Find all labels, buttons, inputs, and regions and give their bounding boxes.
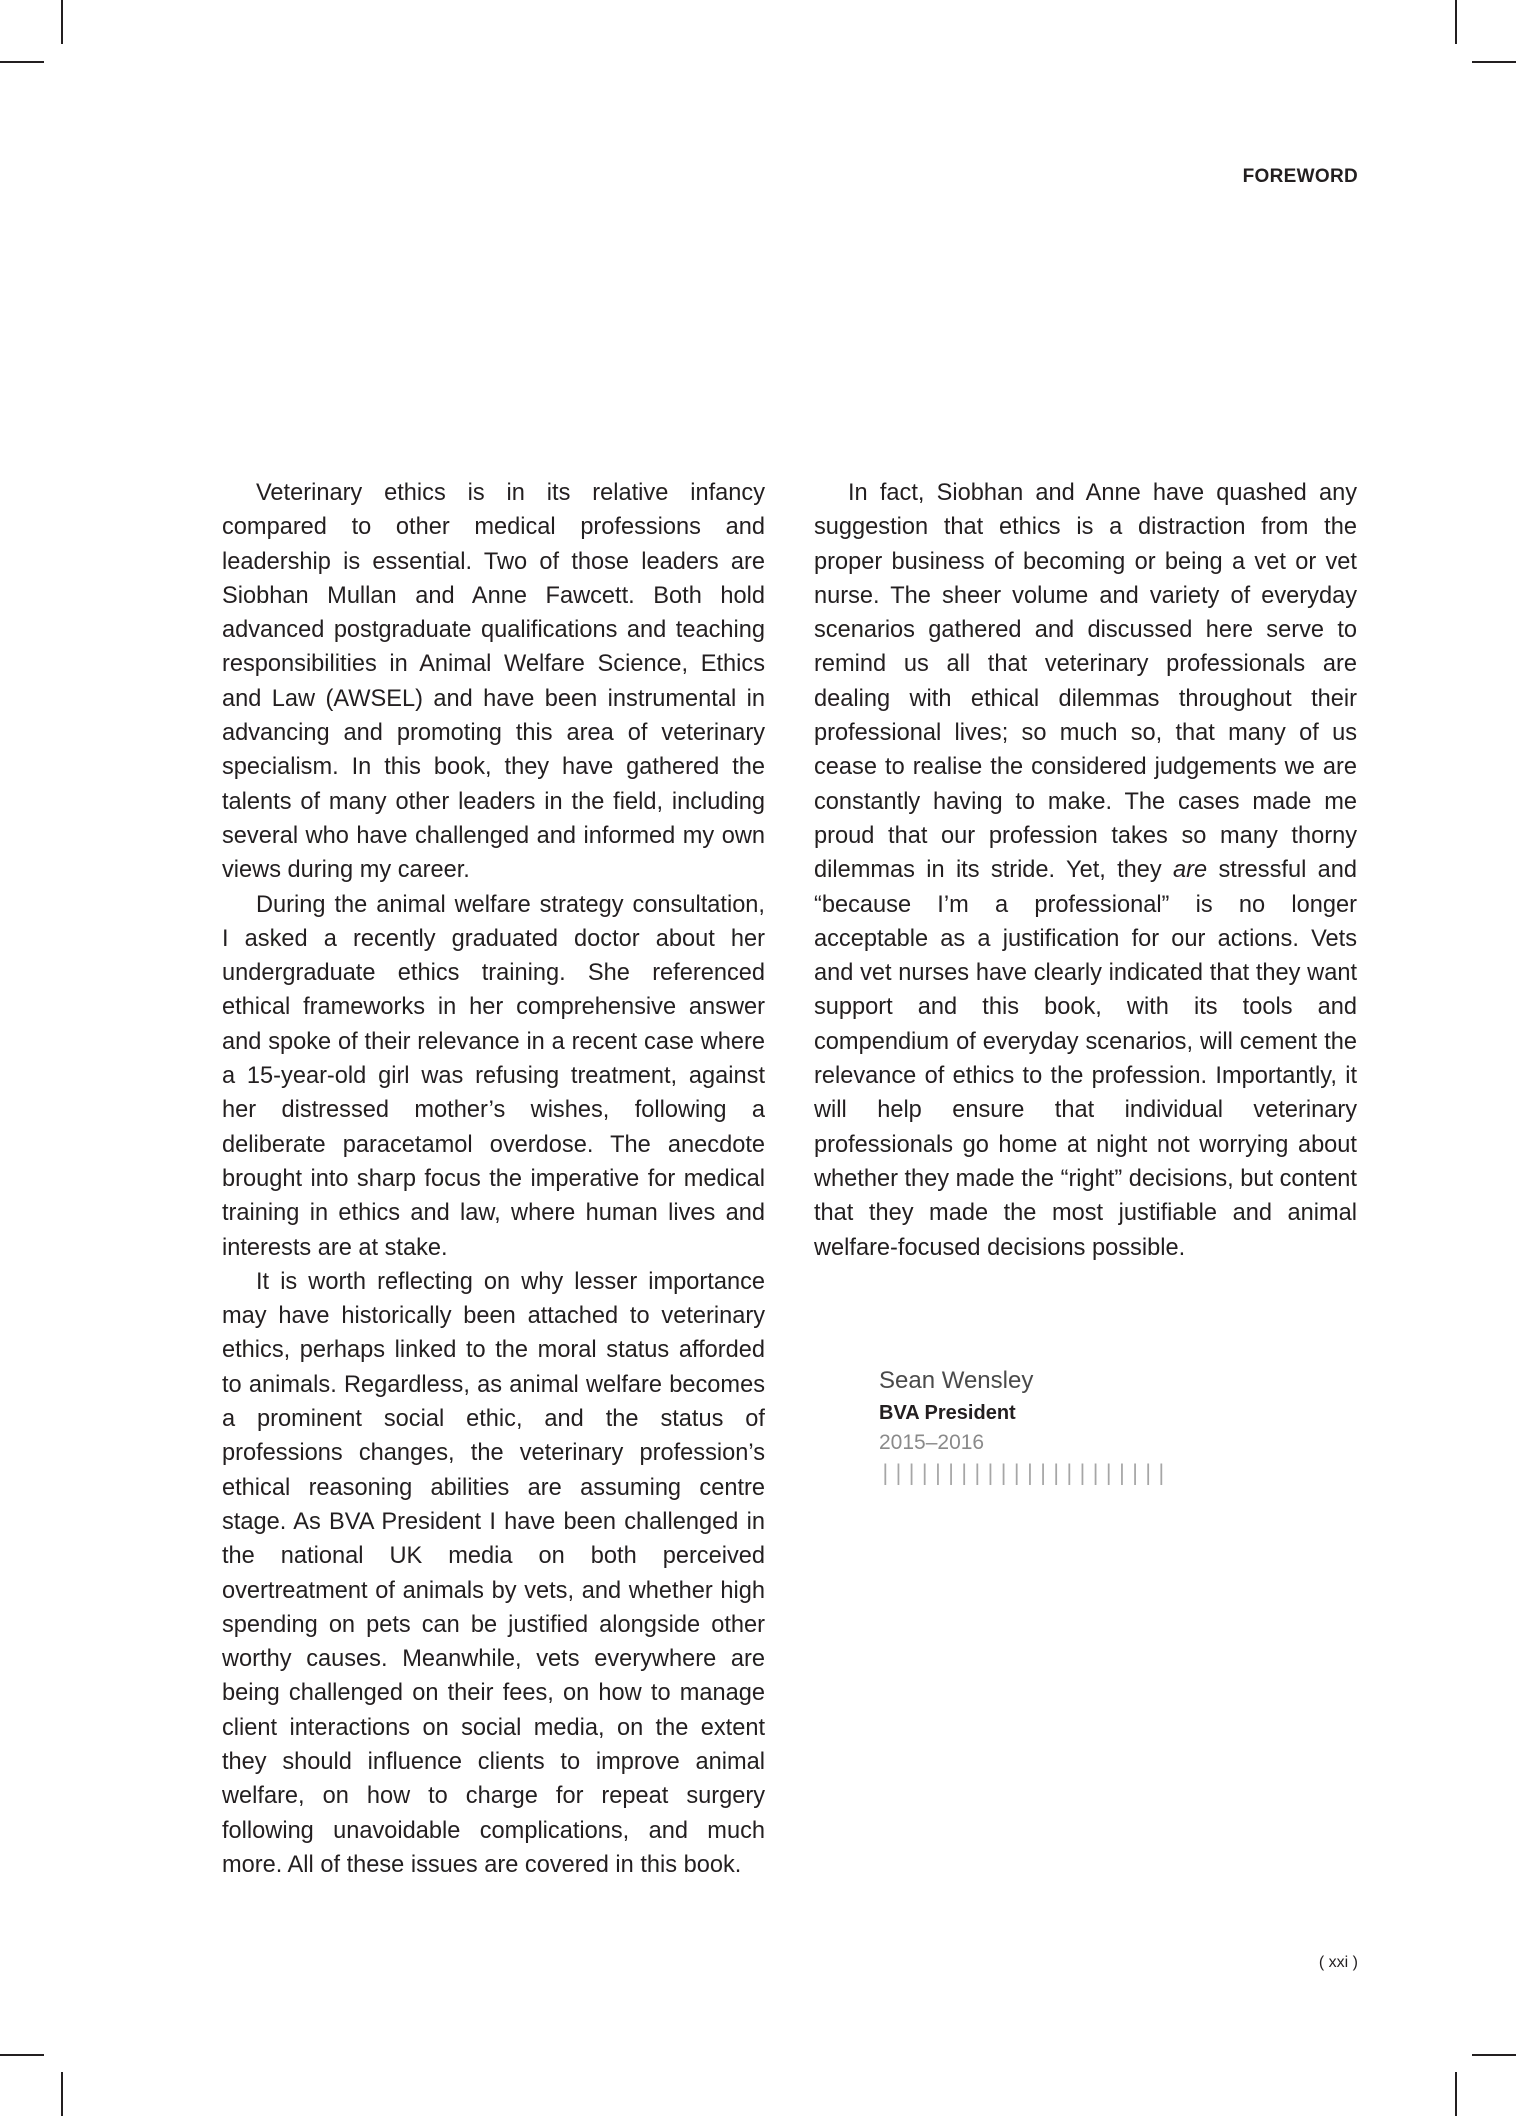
body-paragraph: It is worth reflecting on why lesser importance may have historically been attached to veterinary ethics, perhaps linked to the moral status afforded to animals. Regardless, as animal welfare becomes a prominent social ethic, and the status of professions changes, the veterinary profession’s ethical reasoning abilities are assuming centre stage. As BVA President I have been challenged in the national UK media on both perceived overtreatment of animals by vets, and whether high spending on pets can be justified alongside other worthy causes. Meanwhile, vets everywhere are being challenged on their fees, on how to manage client interactions on social media, on the extent they should influence clients to improve animal welfare, on how to charge for repeat surgery following unavoidable complications, and much more. All of these issues are covered in this book.	[222, 1268, 765, 1878]
signatory-role: BVA President	[879, 1402, 1016, 1424]
crop-mark-bottom-left-vertical	[61, 2072, 63, 2116]
body-paragraph: During the animal welfare strategy consultation, I asked a recently graduated doctor about her undergraduate ethics training. She referenced ethical frameworks in her comprehensive answer and spoke of their relevance in a recent case where a 15-year-old girl was refusing treatment, against her distressed mother’s wishes, following a deliberate paracetamol overdose. The anecdote brought into sharp focus the imperative for medical training in ethics and law, where human lives and interests are at stake.	[222, 891, 765, 1261]
crop-mark-bottom-right-vertical	[1455, 2072, 1457, 2116]
decorative-barcode: ||||||||||||||||||||||	[879, 1461, 1169, 1485]
crop-mark-bottom-left-horizontal	[0, 2054, 44, 2056]
crop-mark-top-right-vertical	[1455, 0, 1457, 44]
body-paragraph: Veterinary ethics is in its relative infancy compared to other medical professions and leadership is essential. Two of those leaders are Siobhan Mullan and Anne Fawcett. Both hold advanced postgraduate qualifications and teaching responsibilities in Animal Welfare Science, Ethics and Law (AWSEL) and have been instrumental in advancing and promoting this area of veterinary specialism. In this book, they have gathered the talents of many other leaders in the field, including several who have challenged and informed my own views during my career.	[222, 480, 765, 884]
crop-mark-top-right-horizontal	[1472, 61, 1516, 63]
right-column	[814, 476, 1357, 1265]
emphasis: are	[1173, 857, 1208, 884]
signatory-name: Sean Wensley	[879, 1367, 1034, 1394]
page-number: ( xxi )	[1318, 1954, 1358, 1971]
crop-mark-top-left-vertical	[61, 0, 63, 44]
crop-mark-top-left-horizontal	[0, 61, 44, 63]
crop-mark-bottom-right-horizontal	[1472, 2054, 1516, 2056]
left-column	[222, 476, 765, 1882]
signatory-years: 2015–2016	[879, 1431, 985, 1454]
body-paragraph: In fact, Siobhan and Anne have quashed any suggestion that ethics is a distraction from the proper business of becoming or being a vet or vet nurse. The sheer volume and variety of everyday scenarios gathered and discussed here serve to remind us all that veterinary professionals are dealing with ethical dilemmas throughout their professional lives; so much so, that many of us cease to realise the considered judgements we are constantly having to make. The cases made me proud that our profession takes so many thorny dilemmas in its stride. Yet, they are stressful and “because I’m a professional” is no longer acceptable as a justification for our actions. Vets and vet nurses have clearly indicated that they want support and this book, with its tools and compendium of everyday scenarios, will cement the relevance of ethics to the profession. Importantly, it will help ensure that individual veterinary professionals go home at night not worrying about whether they made the “right” decisions, but content that they made the most justifiable and animal welfare-focused decisions possible.	[814, 480, 1357, 1261]
signature-block	[879, 1364, 1168, 1484]
running-head: FOREWORD	[1242, 166, 1358, 187]
